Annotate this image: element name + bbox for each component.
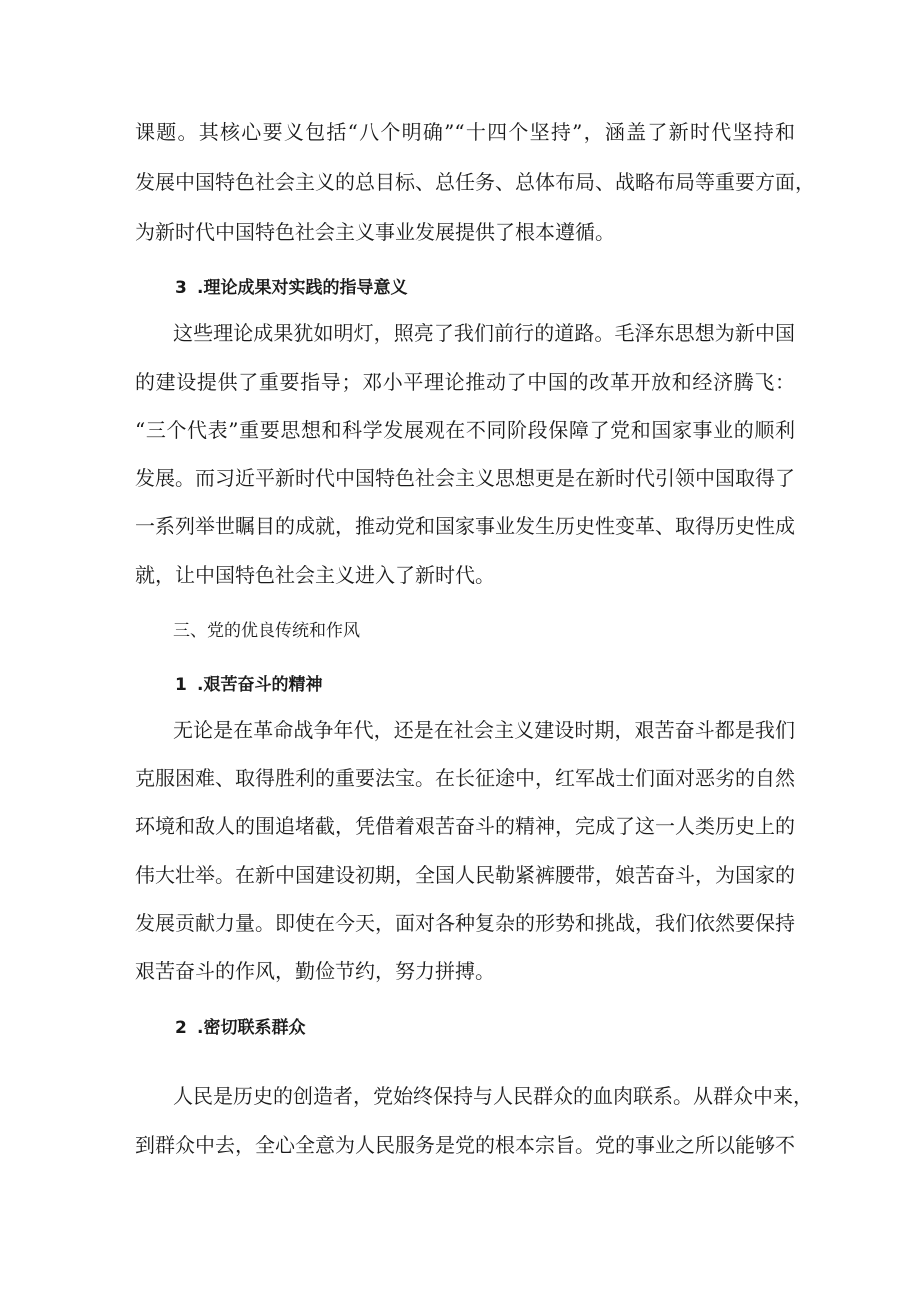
paragraph-line: 环境和敌人的围追堵截，凭借着艰苦奋斗的精神，完成了这一人类历史上的 <box>135 814 795 838</box>
subheading-hard-work-spirit <box>175 673 322 697</box>
subheading-number: 1 <box>175 675 187 695</box>
paragraph-line: 就，让中国特色社会主义进入了新时代。 <box>135 563 495 587</box>
paragraph-line: 为新时代中国特色社会主义事业发展提供了根本遵循。 <box>135 220 615 244</box>
paragraph-line: 这些理论成果犹如明灯，照亮了我们前行的道路。毛泽东思想为新中国 <box>173 321 795 345</box>
paragraph-line: 发展贡献力量。即使在今天，面对各种复杂的形势和挑战，我们依然要保持 <box>135 911 795 935</box>
paragraph-line: 人民是历史的创造者，党始终保持与人民群众的血肉联系。从群众中来， <box>173 1084 813 1108</box>
subheading-number: 2 <box>175 1018 187 1038</box>
paragraph-line: 发展中国特色社会主义的总目标、总任务、总体布局、战略布局等重要方面， <box>135 170 815 194</box>
subheading-number: 3 <box>175 278 187 298</box>
paragraph-line: 课题。其核心要义包括“八个明确”“十四个坚持”，涵盖了新时代坚持和 <box>135 120 795 144</box>
paragraph-line: “三个代表”重要思想和科学发展观在不同阶段保障了党和国家事业的顺利 <box>135 418 795 442</box>
paragraph-line: 发展。而习近平新时代中国特色社会主义思想更是在新时代引领中国取得了 <box>135 466 795 490</box>
subheading-title: .艰苦奋斗的精神 <box>197 675 323 695</box>
subheading-close-ties-masses <box>175 1016 305 1040</box>
paragraph-line: 伟大壮举。在新中国建设初期，全国人民勒紧裤腰带，娘苦奋斗，为国家的 <box>135 863 795 887</box>
subheading-title: .密切联系群众 <box>197 1018 306 1038</box>
subheading-practice-guidance <box>175 276 407 300</box>
paragraph-line: 无论是在革命战争年代，还是在社会主义建设时期，艰苦奋斗都是我们 <box>173 718 795 742</box>
paragraph-line: 的建设提供了重要指导；邓小平理论推动了中国的改革开放和经济腾飞： <box>135 370 795 394</box>
subheading-title: .理论成果对实践的指导意义 <box>197 278 408 298</box>
paragraph-line: 一系列举世瞩目的成就，推动党和国家事业发生历史性变革、取得历史性成 <box>135 514 795 538</box>
paragraph-line: 到群众中去，全心全意为人民服务是党的根本宗旨。党的事业之所以能够不 <box>135 1133 795 1157</box>
section-heading-fine-traditions: 三、党的优良传统和作风 <box>173 621 360 641</box>
paragraph-line: 艰苦奋斗的作风，勤俭节约，努力拼搏。 <box>135 959 495 983</box>
paragraph-line: 克服困难、取得胜利的重要法宝。在长征途中，红军战士们面对恶劣的自然 <box>135 766 795 790</box>
